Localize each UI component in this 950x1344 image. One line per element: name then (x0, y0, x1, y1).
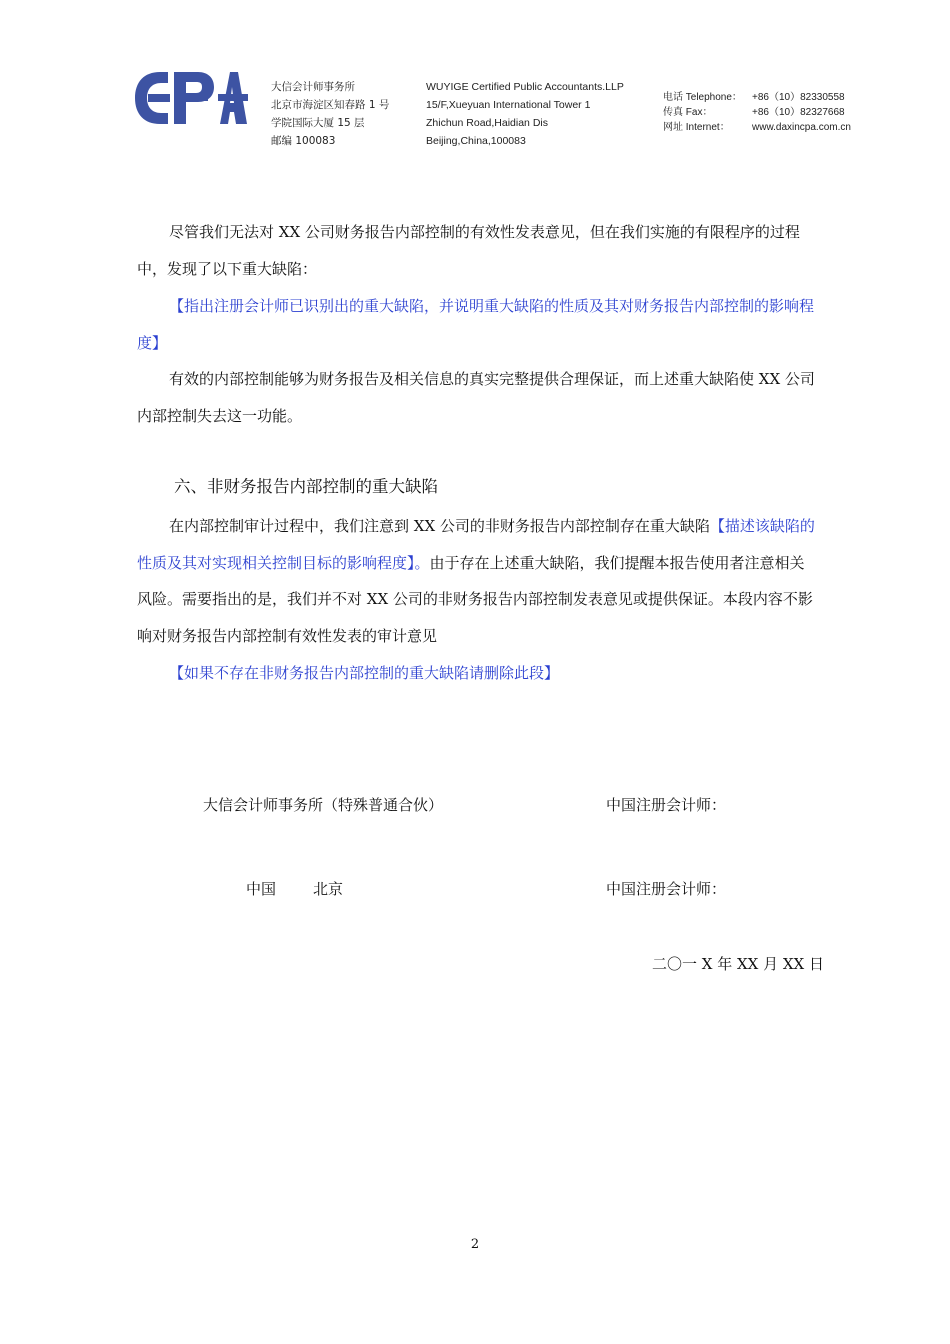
firm-address-en (426, 78, 624, 150)
placeholder-material-weakness: 【指出注册会计师已识别出的重大缺陷，并说明重大缺陷的性质及其对财务报告内部控制的影响程度】 (137, 297, 815, 352)
placeholder-describe-weakness: 【描述该缺陷的性质及其对实现相关控制目标的影响程度】。 (137, 517, 815, 572)
address-line: WUYIGE Certified Public Accountants.LLP (426, 81, 624, 93)
cpa-signature-line: 中国注册会计师： (606, 796, 727, 814)
location-country: 中国 (246, 880, 277, 898)
address-line: Zhichun Road,Haidian Dis (426, 117, 548, 129)
section-heading: 六、非财务报告内部控制的重大缺陷 (174, 477, 438, 496)
cpa-signature-line: 中国注册会计师： (606, 880, 727, 898)
contact-value: +86（10）82327668 (752, 107, 845, 118)
contact-value: +86（10）82330558 (752, 92, 845, 103)
paragraph-non-financial-weakness (137, 508, 817, 654)
contact-label: 网址 Internet： (663, 122, 730, 133)
location-city: 北京 (313, 880, 344, 898)
firm-signature: 大信会计师事务所（特殊普通合伙） (203, 796, 444, 814)
paragraph-text: 在内部控制审计过程中，我们注意到 XX 公司的非财务报告内部控制存在重大缺陷 (169, 517, 710, 535)
placeholder-delete-note: 【如果不存在非财务报告内部控制的重大缺陷请删除此段】 (169, 664, 560, 682)
address-line: 邮编 100083 (271, 135, 336, 147)
contact-telephone (663, 90, 851, 105)
contact-internet (663, 120, 851, 135)
paragraph-limited-procedures: 尽管我们无法对 XX 公司财务报告内部控制的有效性发表意见，但在我们实施的有限程序的过程中，发现了以下重大缺陷： (137, 223, 800, 278)
report-date: 二〇一 X 年 XX 月 XX 日 (652, 955, 825, 973)
paragraph-effective-control: 有效的内部控制能够为财务报告及相关信息的真实完整提供合理保证，而上述重大缺陷使 XX 公司内部控制失去这一功能。 (137, 370, 815, 425)
address-line: 学院国际大厦 15 层 (271, 117, 365, 129)
address-line: 大信会计师事务所 (271, 81, 355, 93)
page-number: 2 (470, 1237, 480, 1252)
address-line: Beijing,China,100083 (426, 135, 526, 147)
address-line: 北京市海淀区知春路 1 号 (271, 99, 390, 111)
contact-label: 电话 Telephone： (663, 92, 742, 103)
contact-label: 传真 Fax： (663, 107, 713, 118)
contact-fax (663, 105, 851, 120)
firm-address-cn (271, 78, 389, 150)
address-line: 15/F,Xueyuan International Tower 1 (426, 99, 591, 111)
contact-info (663, 90, 851, 135)
contact-value: www.daxincpa.com.cn (752, 122, 851, 133)
cpa-logo (134, 70, 248, 126)
paragraph-text: 由于存在上述重大缺陷，我们提醒本报告使用者注意相关风险。需要指出的是，我们并不对 XX 公司的非财务报告内部控制发表意见或提供保证。本段内容不影响对财务报告内部控制有效性发表的审计意见 (137, 553, 813, 645)
